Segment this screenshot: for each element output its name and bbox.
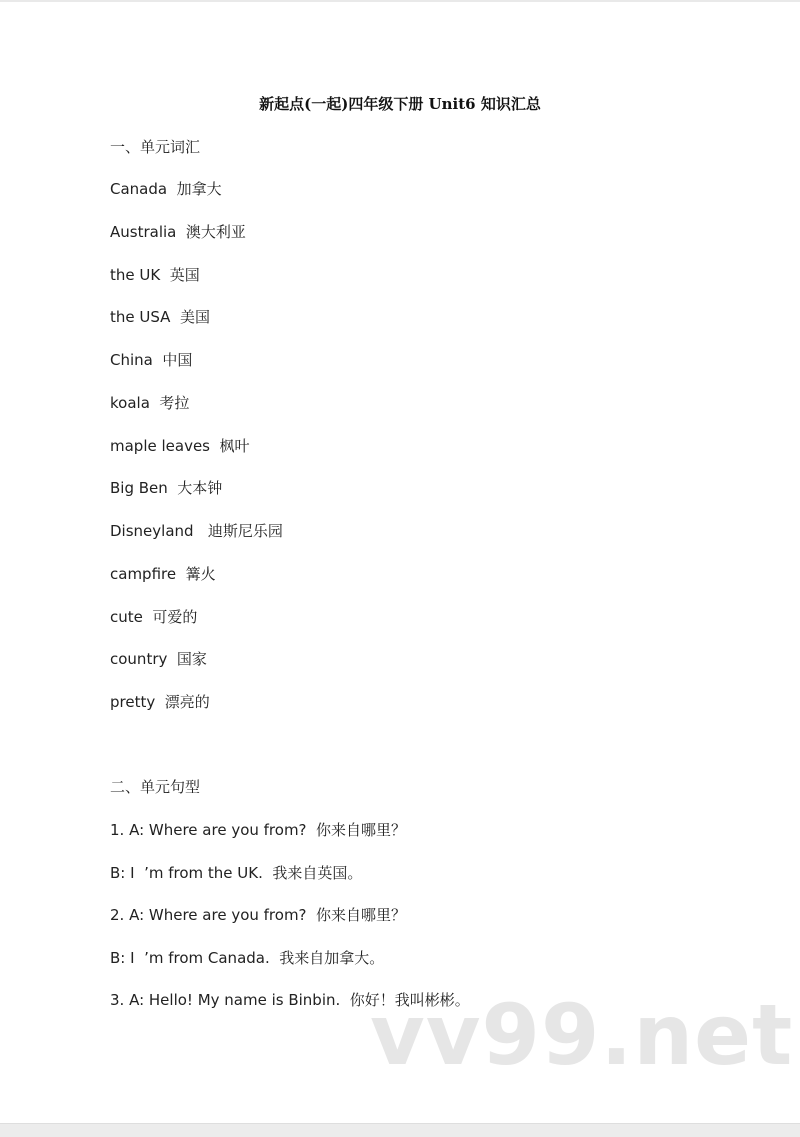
- page-bottom-edge: [0, 1123, 800, 1137]
- vocab-item: Canada 加拿大: [110, 180, 222, 198]
- page-top-edge: [0, 0, 800, 2]
- vocab-item: China 中国: [110, 351, 193, 369]
- vocab-item: maple leaves 枫叶: [110, 436, 250, 455]
- sentence-item: 1. A: Where are you from? 你来自哪里？: [110, 821, 407, 839]
- watermark: vv99.net: [370, 986, 794, 1084]
- sentence-item: 2. A: Where are you from? 你来自哪里？: [110, 906, 407, 924]
- sentence-item: B: I ’m from the UK. 我来自英国。: [110, 863, 363, 882]
- vocab-item: koala 考拉: [110, 393, 190, 412]
- vocab-item: campfire 篝火: [110, 564, 216, 583]
- vocab-item: cute 可爱的: [110, 607, 198, 626]
- vocab-item: Australia 澳大利亚: [110, 222, 246, 241]
- vocab-item: the USA 美国: [110, 308, 210, 327]
- vocab-item: Disneyland 迪斯尼乐园: [110, 522, 283, 540]
- vocab-item: Big Ben 大本钟: [110, 479, 223, 498]
- document-title: 新起点(一起)四年级下册 Unit6 知识汇总: [259, 95, 541, 113]
- vocab-item: the UK 英国: [110, 265, 200, 284]
- vocab-section-heading: 一、单元词汇: [110, 138, 201, 156]
- vocab-item: pretty 漂亮的: [110, 693, 210, 711]
- vocab-list: [110, 179, 283, 735]
- sentence-item: 3. A: Hello! My name is Binbin. 你好！我叫彬彬。: [110, 991, 470, 1009]
- sentence-item: B: I ’m from Canada. 我来自加拿大。: [110, 948, 385, 967]
- vocab-item: country 国家: [110, 650, 207, 669]
- sentence-section-heading: 二、单元句型: [110, 778, 201, 796]
